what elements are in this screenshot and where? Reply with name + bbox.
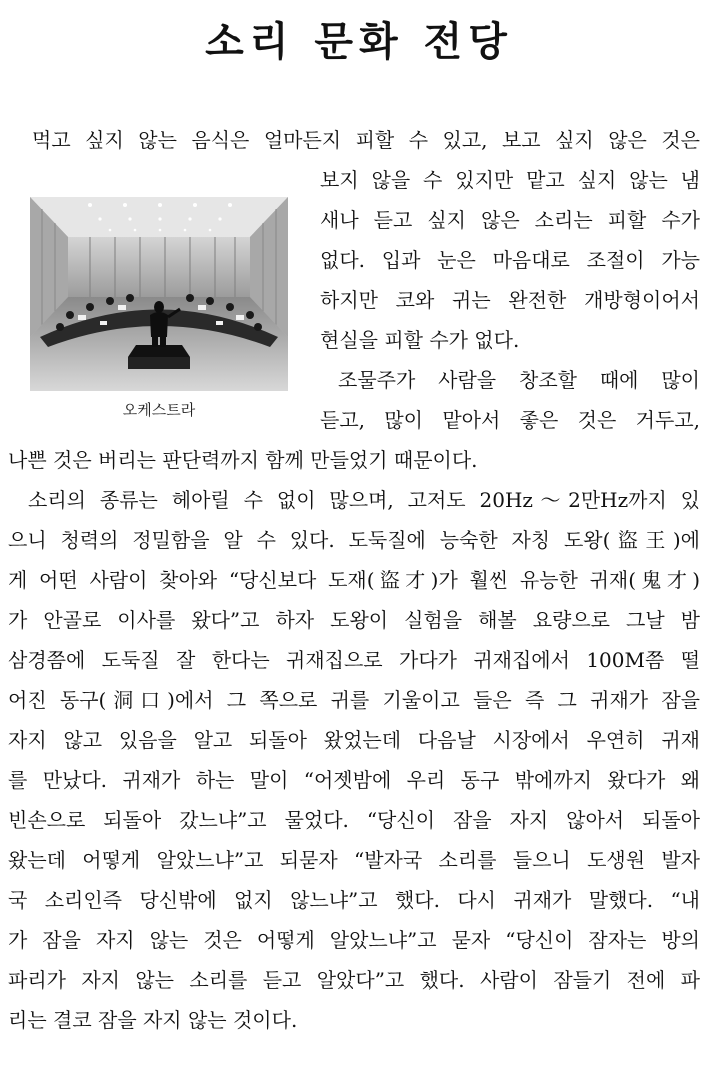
orchestra-photo [30,197,288,391]
paragraph-line: 자지 않고 있음을 알고 되돌아 왔었는데 다음날 시장에서 우연히 귀재 [8,728,700,752]
paragraph-line: 리는 결코 잠을 자지 않는 것이다. [8,1008,298,1032]
paragraph-line: 으니 청력의 정밀함을 알 수 있다. 도둑질에 능숙한 자칭 도왕(盜王)에 [8,528,700,552]
paragraph-line: 조물주가 사람을 창조할 때에 많이 [338,368,700,392]
paragraph-line: 국 소리인즉 당신밖에 없지 않느냐”고 했다. 다시 귀재가 말했다. “내 [8,888,700,912]
paragraph-line: 게 어떤 사람이 찾아와 “당신보다 도재(盜才)가 훨씬 유능한 귀재(鬼才) [8,568,700,592]
paragraph-line: 왔는데 어떻게 알았느냐”고 되묻자 “발자국 소리를 들으니 도생원 발자 [8,848,700,872]
paragraph-line: 어진 동구(洞口)에서 그 쪽으로 귀를 기울이고 들은 즉 그 귀재가 잠을 [8,688,700,712]
paragraph-line: 나쁜 것은 버리는 판단력까지 함께 만들었기 때문이다. [8,448,478,472]
paragraph-line: 삼경쯤에 도둑질 잘 한다는 귀재집으로 가다가 귀재집에서 100M쯤 떨 [8,648,700,672]
paragraph-line: 보지 않을 수 있지만 맡고 싶지 않는 냄 [320,168,700,192]
paragraph-line: 하지만 코와 귀는 완전한 개방형이어서 [320,288,700,312]
paragraph-line: 새나 듣고 싶지 않은 소리는 피할 수가 [320,208,700,232]
paragraph-line: 없다. 입과 눈은 마음대로 조절이 가능 [320,248,700,272]
paragraph-line: 파리가 자지 않는 소리를 듣고 알았다”고 했다. 사람이 잠들기 전에 파 [8,968,700,992]
paragraph-line: 빈손으로 되돌아 갔느냐”고 물었다. “당신이 잠을 자지 않아서 되돌아 [8,808,700,832]
paragraph-line: 듣고, 많이 맡아서 좋은 것은 거두고, [320,408,700,432]
paragraph-line: 먹고 싶지 않는 음식은 얼마든지 피할 수 있고, 보고 싶지 않은 것은 [32,128,700,152]
figure-caption: 오케스트라 [122,401,196,419]
paragraph-line: 현실을 피할 수가 없다. [320,328,520,352]
document-title: 소리 문화 전당 [205,19,513,65]
paragraph-line: 를 만났다. 귀재가 하는 말이 “어젯밤에 우리 동구 밖에까지 왔다가 왜 [8,768,700,792]
paragraph-line: 가 안골로 이사를 왔다”고 하자 도왕이 실험을 해볼 요량으로 그날 밤 [8,608,700,632]
paragraph-line: 소리의 종류는 헤아릴 수 없이 많으며, 고저도 20Hz～2만Hz까지 있 [28,488,700,512]
paragraph-line: 가 잠을 자지 않는 것은 어떻게 알았느냐”고 묻자 “당신이 잠자는 방의 [8,928,700,952]
